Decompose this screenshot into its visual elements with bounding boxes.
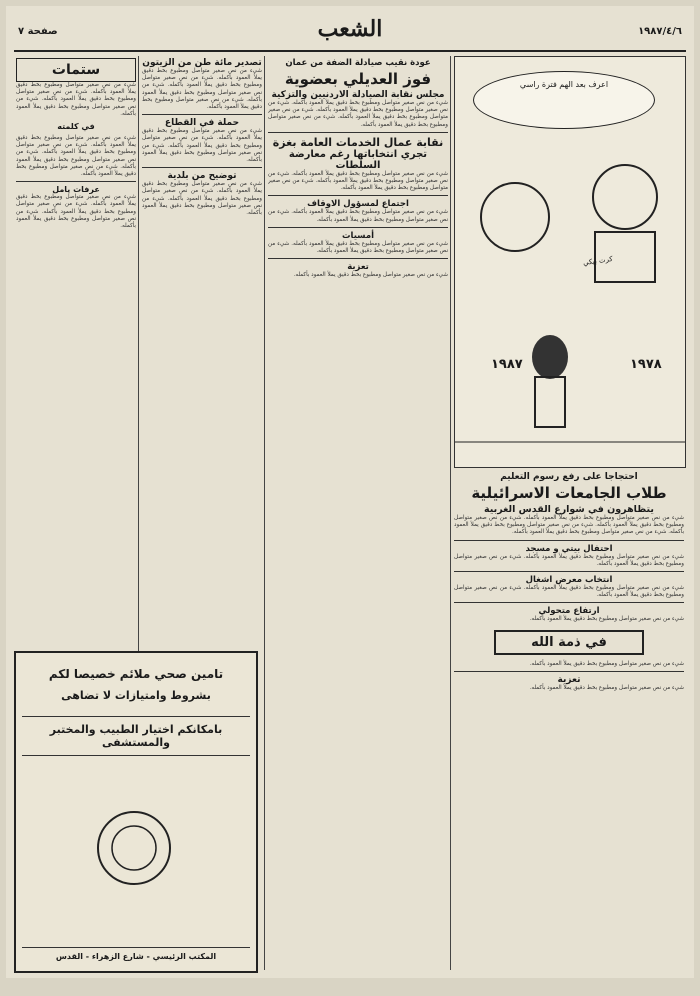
page-header bbox=[14, 14, 686, 52]
masthead: الشعب bbox=[317, 16, 383, 42]
speech-bubble: اعرف بعد الهم فترة راسي bbox=[473, 71, 655, 129]
right-h2: انتخاب معرض اشغال bbox=[525, 575, 613, 586]
ad-emblem-icon bbox=[16, 793, 252, 913]
column-c-title: فوز العديلي بعضوية bbox=[284, 70, 432, 88]
issue-date: ١٩٨٧/٤/٦ bbox=[638, 26, 682, 37]
right-h1: احتفال بيتي و مسجد bbox=[525, 543, 613, 554]
column-a: ستمات شيء من نص صغير متواصل ومطبوع بخط دقيق يملأ العمود بأكمله. شيء من نص صغير متواصل ومطبوع بخط دقيق يملأ العمود بأكمله. شيء من نص صغير متواصل ومطبوع بخط دقيق يملأ العمود بأكمله. في كلمته شيء من نص صغير متواصل ومطبوع بخط دقيق يملأ العمود بأكمله. شيء من نص صغير متواصل ومطبوع بخط دقيق يملأ العمود بأكمله. شيء من نص صغير متواصل ومطبوع بخط دقيق يملأ العمود بأكمله. شيء من نص صغير متواصل ومطبوع بخط دقيق يملأ العمود بأكمله. عرفات يامل شيء من نص صغير متواصل ومطبوع بخط دقيق يملأ العمود بأكمله. شيء من نص صغير متواصل ومطبوع بخط دقيق يملأ العمود بأكمله. شيء من نص صغير متواصل ومطبوع بخط دقيق يملأ العمود بأكمله. bbox=[16, 58, 136, 643]
column-a-h2: عرفات يامل bbox=[52, 185, 100, 195]
cartoon-sign: كرت بيكي bbox=[582, 254, 614, 268]
column-c-kicker: عودة نقيب صيادلة الضفة من عمان bbox=[285, 58, 431, 68]
column-b-h1: حملة في القطاع bbox=[164, 118, 240, 129]
column-a-title: ستمات bbox=[16, 58, 136, 82]
page-number: صفحة ٧ bbox=[18, 26, 58, 37]
insurance-advertisement bbox=[14, 651, 258, 973]
column-b-h2: توضيح من بلدية bbox=[167, 171, 237, 182]
right-h3: ارتفاع متحولي bbox=[538, 606, 600, 617]
ad-line-2: بشروط وامتيازات لا تضاهى bbox=[61, 689, 211, 702]
cartoon-year-1: ١٩٨٧ bbox=[491, 357, 523, 372]
column-c-sub: مجلس نقابة الصيادلة الاردنيين والتزكية bbox=[271, 90, 445, 100]
obituary-box: في ذمة الله bbox=[494, 630, 644, 655]
column-c-h2: نقابة عمال الخدمات العامة بغزة bbox=[272, 135, 444, 149]
column-c-h4: أمسيات bbox=[341, 230, 375, 241]
column-a-sub1: في كلمته bbox=[57, 122, 95, 132]
right-title: طلاب الجامعات الاسرائيلية bbox=[471, 484, 667, 502]
cartoon-drawing-icon bbox=[455, 57, 685, 467]
right-sub: يتظاهرون في شوارع القدس الغربية bbox=[484, 504, 654, 515]
editorial-cartoon bbox=[454, 56, 686, 468]
ad-footer: المكتب الرئيسي - شارع الزهراء - القدس bbox=[22, 947, 250, 961]
newspaper-page bbox=[6, 6, 694, 978]
ad-line-3: بامكانكم اختيار الطبيب والمختبر والمستشفى bbox=[22, 716, 250, 756]
column-c-h5: تعزية bbox=[347, 262, 369, 273]
column-b: تصدير مائة طن من الزيتون شيء من نص صغير متواصل ومطبوع بخط دقيق يملأ العمود بأكمله. شيء من نص صغير متواصل ومطبوع بخط دقيق يملأ العمود بأكمله. شيء من نص صغير متواصل ومطبوع بخط دقيق يملأ العمود بأكمله. شيء من نص صغير متواصل ومطبوع بخط دقيق يملأ العمود بأكمله. حملة في القطاع شيء من نص صغير متواصل ومطبوع بخط دقيق يملأ العمود بأكمله. شيء من نص صغير متواصل ومطبوع بخط دقيق يملأ العمود بأكمله. شيء من نص صغير متواصل ومطبوع بخط دقيق يملأ العمود بأكمله. توضيح من بلدية شيء من نص صغير متواصل ومطبوع بخط دقيق يملأ العمود بأكمله. شيء من نص صغير متواصل ومطبوع بخط دقيق يملأ العمود بأكمله. شيء من نص صغير متواصل ومطبوع بخط دقيق يملأ العمود بأكمله. bbox=[142, 58, 262, 217]
right-section: احتجاجا على رفع رسوم التعليم طلاب الجامعات الاسرائيلية يتظاهرون في شوارع القدس الغربية شيء من نص صغير متواصل ومطبوع بخط دقيق يملأ العمود بأكمله. شيء من نص صغير متواصل ومطبوع بخط دقيق يملأ العمود بأكمله. شيء من نص صغير متواصل ومطبوع بخط دقيق يملأ العمود بأكمله. شيء من نص صغير متواصل ومطبوع بخط دقيق يملأ العمود بأكمله. احتفال بيتي و مسجد شيء من نص صغير متواصل ومطبوع بخط دقيق يملأ العمود بأكمله. شيء من نص صغير متواصل ومطبوع بخط دقيق يملأ العمود بأكمله. انتخاب معرض اشغال شيء من نص صغير متواصل ومطبوع بخط دقيق يملأ العمود بأكمله. شيء من نص صغير متواصل ومطبوع بخط دقيق يملأ العمود بأكمله. ارتفاع متحولي شيء من نص صغير متواصل ومطبوع بخط دقيق يملأ العمود بأكمله. في ذمة الله شيء من نص صغير متواصل ومطبوع بخط دقيق يملأ العمود بأكمله. تعزية شيء من نص صغير متواصل ومطبوع بخط دقيق يملأ العمود بأكمله. bbox=[454, 472, 684, 691]
column-c-h3: اجتماع لمسؤول الاوقاف bbox=[307, 199, 409, 210]
column-c-h2sub: تجري انتخاباتها رغم معارضة السلطات bbox=[288, 148, 428, 171]
column-c: عودة نقيب صيادلة الضفة من عمان فوز العديلي بعضوية مجلس نقابة الصيادلة الاردنيين والتزكية شيء من نص صغير متواصل ومطبوع بخط دقيق يملأ العمود بأكمله. شيء من نص صغير متواصل ومطبوع بخط دقيق يملأ العمود بأكمله. شيء من نص صغير متواصل ومطبوع بخط دقيق يملأ العمود بأكمله. شيء من نص صغير متواصل ومطبوع بخط دقيق يملأ العمود بأكمله. نقابة عمال الخدمات العامة بغزة تجري انتخاباتها رغم معارضة السلطات شيء من نص صغير متواصل ومطبوع بخط دقيق يملأ العمود بأكمله. شيء من نص صغير متواصل ومطبوع بخط دقيق يملأ العمود بأكمله. شيء من نص صغير متواصل ومطبوع بخط دقيق يملأ العمود بأكمله. اجتماع لمسؤول الاوقاف شيء من نص صغير متواصل ومطبوع بخط دقيق يملأ العمود بأكمله. شيء من نص صغير متواصل ومطبوع بخط دقيق يملأ العمود بأكمله. أمسيات شيء من نص صغير متواصل ومطبوع بخط دقيق يملأ العمود بأكمله. شيء من نص صغير متواصل ومطبوع بخط دقيق يملأ العمود بأكمله. تعزية شيء من نص صغير متواصل ومطبوع بخط دقيق يملأ العمود بأكمله. bbox=[268, 58, 448, 279]
cartoon-year-2: ١٩٧٨ bbox=[630, 357, 662, 372]
column-b-t1: تصدير مائة طن من الزيتون bbox=[142, 58, 262, 68]
right-h4: تعزية bbox=[557, 674, 581, 685]
ad-line-1: تامين صحي ملائم خصيصا لكم bbox=[48, 667, 224, 681]
right-kicker: احتجاجا على رفع رسوم التعليم bbox=[500, 472, 638, 482]
